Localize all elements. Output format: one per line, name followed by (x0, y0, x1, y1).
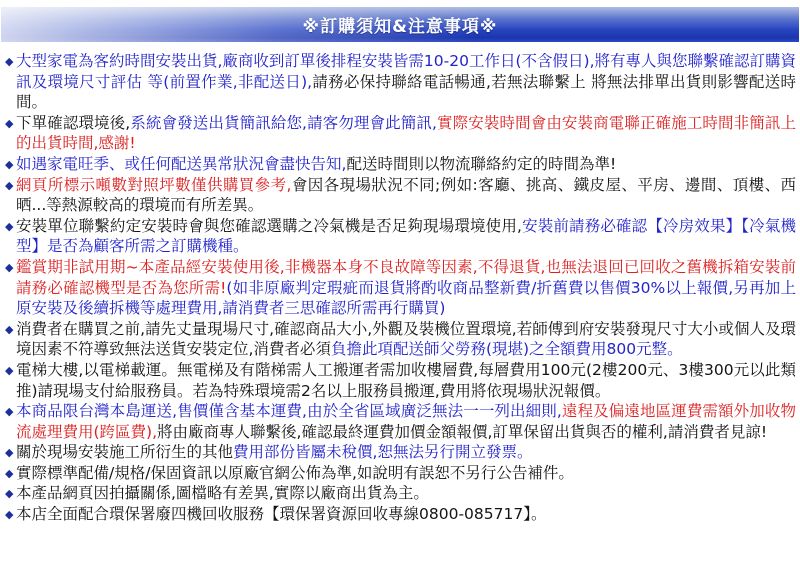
notice-item (5, 463, 796, 484)
notice-text-segment: 實際標準配備/規格/保固資訊以原廠官網公佈為準,如說明有誤恕不另行公告補件。 (16, 463, 574, 482)
notice-text-segment: 鑑賞期非試用期~本產品經安裝使用後,非機器本身不良故障等因素,不得退貨,也無法退回已回收之舊機拆箱安裝前請務必確認機型是否為您所需! (16, 257, 796, 297)
notice-text-segment: 請務必保持聯絡電話暢通,若無法聯繫上 將無法排單出貨則影響配送時間。 (16, 72, 796, 112)
notice-item (5, 319, 796, 360)
notice-item (5, 401, 796, 442)
notice-text-segment: 會因各現場狀況不同;例如:客廳、挑高、鐵皮屋、平房、邊間、頂樓、西晒...等熱源較高的環境而有所差異。 (16, 175, 796, 215)
notice-text-segment: 電梯大樓,以電梯載運。無電梯及有階梯需人工搬運者需加收樓層費,每層費用100元(2樓200元、3樓300元以此類推)請現場支付給服務員。若為特殊環境需2名以上服務員搬運,費用將依現場狀況報價。 (16, 360, 796, 400)
notice-text-segment: 下單確認環境後, (16, 113, 131, 132)
notice-text-segment: 遠程及偏遠地區運費需額外加收物流處理費用(跨區費), (16, 402, 796, 441)
notice-text-segment: 本產品網頁因拍攝關係,圖檔略有差異,實際以廠商出貨為主。 (16, 484, 429, 503)
notice-text-segment: 將由廠商專人聯繫後,確認最終運費加價金額報價,訂單保留出貨與否的權利,請消費者見諒! (157, 422, 768, 441)
bullet-diamond-icon: ◆ (5, 405, 14, 419)
bullet-diamond-icon: ◆ (5, 487, 14, 501)
bullet-diamond-icon: ◆ (5, 157, 14, 171)
notice-text-segment: 大型家電為客約時間安裝出貨,廠商收到訂單後排程安裝皆需10-20工作日(不含假日),將有專人與您聯繫確認訂購資訊及環境尺寸評估 等(前置作業,非配送日), (16, 52, 796, 91)
notice-item (5, 154, 796, 175)
notice-text-segment: (如非原廠判定瑕疵而退貨將酌收商品整新費/折舊費以售價30%以上報價,另再加上原安裝及後續拆機等處理費用,請消費者三思確認所需再行購買) (16, 278, 796, 318)
notice-text-segment: 配送時間則以物流聯絡約定的時間為準! (346, 154, 617, 173)
notice-item (5, 483, 796, 504)
notice-text-segment: 安裝單位聯繫約定安裝時會與您確認選購之冷氣機是否足夠現場環境使用, (16, 216, 522, 235)
banner-title: ※訂購須知&注意事項※ (302, 17, 498, 37)
bullet-diamond-icon: ◆ (5, 363, 14, 377)
notice-item (5, 51, 796, 113)
bullet-diamond-icon: ◆ (5, 466, 14, 480)
bullet-diamond-icon: ◆ (5, 446, 14, 460)
notice-text-segment: 關於現場安裝施工所衍生的其他 (16, 443, 234, 462)
notice-text-segment: 消費者在購買之前,請先丈量現場尺寸,確認商品大小,外觀及裝機位置環境,若師傅到府安裝發現尺寸大小或個人及環境因素不符導致無法送貨安裝定位,消費者必須 (16, 319, 796, 359)
notice-text-segment: 安裝前請務必確認【冷房效果】【冷氣機型】是否為顧客所需之訂購機種。 (16, 216, 796, 256)
bullet-diamond-icon: ◆ (5, 508, 14, 522)
notice-item (5, 175, 796, 216)
bullet-diamond-icon: ◆ (5, 178, 14, 192)
notice-item (5, 360, 796, 401)
notice-item (5, 113, 796, 154)
bullet-diamond-icon: ◆ (5, 322, 14, 336)
notice-text-segment: 系統會發送出貨簡訊給您,請客勿理會此簡訊, (130, 113, 437, 132)
bullet-diamond-icon: ◆ (5, 260, 14, 274)
bullet-diamond-icon: ◆ (5, 116, 14, 130)
notice-text-segment: 網頁所標示噸數對照坪數僅供購買參考, (16, 175, 292, 194)
notice-text-segment: 本店全面配合環保署廢四機回收服務【環保署資源回收專線0800-085717】。 (16, 505, 547, 524)
bullet-diamond-icon: ◆ (5, 55, 14, 68)
bullet-diamond-icon: ◆ (5, 219, 14, 233)
notice-text-segment: 本商品限台灣本島運送,售價僅含基本運費,由於全省區域廣泛無法一一列出細則, (16, 402, 562, 421)
notice-item (5, 257, 796, 319)
notice-item (5, 442, 796, 463)
notice-list (0, 42, 800, 525)
notice-text-segment: 實際安裝時間會由安裝商電聯正確施工時間非簡訊上的出貨時間,感謝! (16, 113, 796, 153)
notice-text-segment: 負擔此項配送師父勞務(現堪)之全額費用800元整。 (330, 340, 683, 359)
notice-banner (1, 7, 799, 42)
notice-item (5, 504, 796, 525)
notice-text-segment: 費用部份皆屬未稅價,恕無法另行開立發票。 (233, 443, 533, 462)
notice-text-segment: 如遇家電旺季、或任何配送異常狀況會盡快告知, (16, 154, 347, 173)
notice-item (5, 216, 796, 257)
